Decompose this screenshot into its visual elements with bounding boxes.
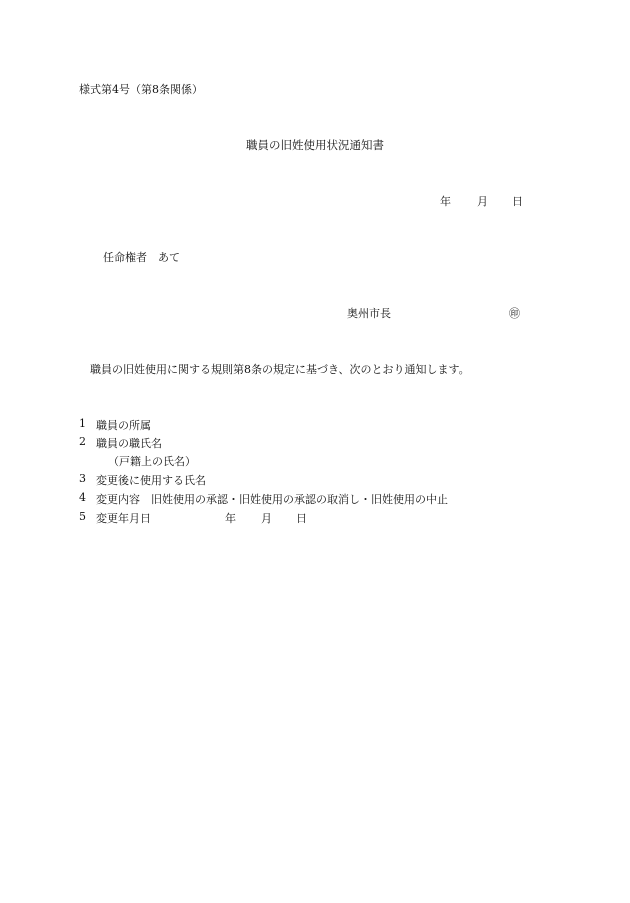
- item-number: 1: [79, 417, 86, 430]
- item-label: 変更内容 旧姓使用の承認・旧姓使用の承認の取消し・旧姓使用の中止: [96, 493, 448, 506]
- date-month-label: 月: [477, 195, 488, 208]
- change-date-year-label: 年: [225, 512, 236, 525]
- date-year-label: 年: [440, 195, 451, 208]
- item-number: 4: [79, 491, 86, 504]
- document-title: 職員の旧姓使用状況通知書: [246, 138, 384, 152]
- form-number: 様式第4号（第8条関係）: [79, 83, 203, 96]
- change-date-month-label: 月: [261, 512, 272, 525]
- change-date-day-label: 日: [296, 512, 307, 525]
- item-number: 5: [79, 510, 86, 523]
- seal-mark: ㊞: [509, 307, 520, 320]
- item-note: （戸籍上の氏名）: [108, 455, 196, 468]
- item-number: 3: [79, 472, 86, 485]
- item-label: 変更年月日: [96, 512, 151, 525]
- addressee: 任命権者 あて: [103, 251, 180, 264]
- date-day-label: 日: [512, 195, 523, 208]
- item-label: 職員の職氏名: [96, 437, 162, 450]
- item-label: 変更後に使用する氏名: [96, 474, 206, 487]
- body-text: 職員の旧姓使用に関する規則第8条の規定に基づき、次のとおり通知します。: [90, 363, 470, 376]
- sender-name: 奥州市長: [347, 307, 391, 320]
- item-number: 2: [79, 435, 86, 448]
- item-label: 職員の所属: [96, 419, 151, 432]
